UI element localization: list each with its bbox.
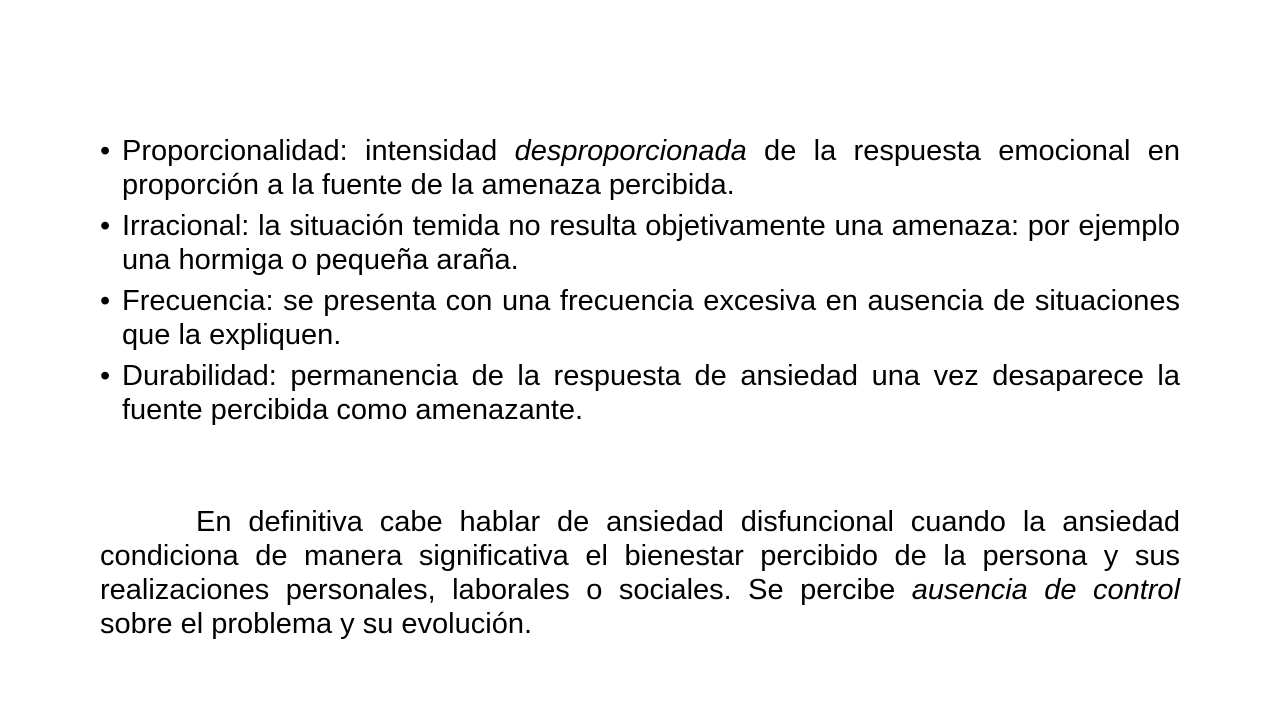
bullet-text-segment: Durabilidad: permanencia de la respuesta de ansiedad una vez desaparece la fuente percibida como amenazante. xyxy=(122,360,1180,426)
bullet-dot-icon: • xyxy=(100,135,111,167)
bullet-text-italic: desproporcionada xyxy=(514,135,747,167)
bullet-dot-icon: • xyxy=(100,210,111,242)
bullet-dot-icon: • xyxy=(100,360,111,392)
bullet-dot-icon: • xyxy=(100,285,111,317)
paragraph-text-segment: sobre el problema y su evolución. xyxy=(100,608,533,640)
bullet-text-segment: de la respuesta emocional en proporción a la fuente de la amenaza percibida. xyxy=(122,135,1180,201)
bullet-text-segment: Proporcionalidad: intensidad xyxy=(122,135,515,167)
bullet-text-segment: Irracional: la situación temida no resulta objetivamente una amenaza: por ejemplo una hormiga o pequeña araña. xyxy=(122,210,1180,276)
conclusion-paragraph xyxy=(100,505,1180,641)
bullet-item-proporcionalidad xyxy=(100,134,1180,202)
bullet-item-frecuencia xyxy=(100,284,1180,352)
bullet-list xyxy=(100,134,1180,434)
bullet-item-irracional xyxy=(100,209,1180,277)
bullet-text-segment: Frecuencia: se presenta con una frecuencia excesiva en ausencia de situaciones que la expliquen. xyxy=(122,285,1180,351)
paragraph-text-italic: ausencia de control xyxy=(911,574,1181,606)
bullet-item-durabilidad xyxy=(100,359,1180,427)
paragraph-text-segment: En definitiva cabe hablar de ansiedad disfuncional cuando la ansiedad condiciona de manera significativa el bienestar percibido de la persona y sus realizaciones personales, laborales o sociales. Se percibe xyxy=(100,506,1180,606)
